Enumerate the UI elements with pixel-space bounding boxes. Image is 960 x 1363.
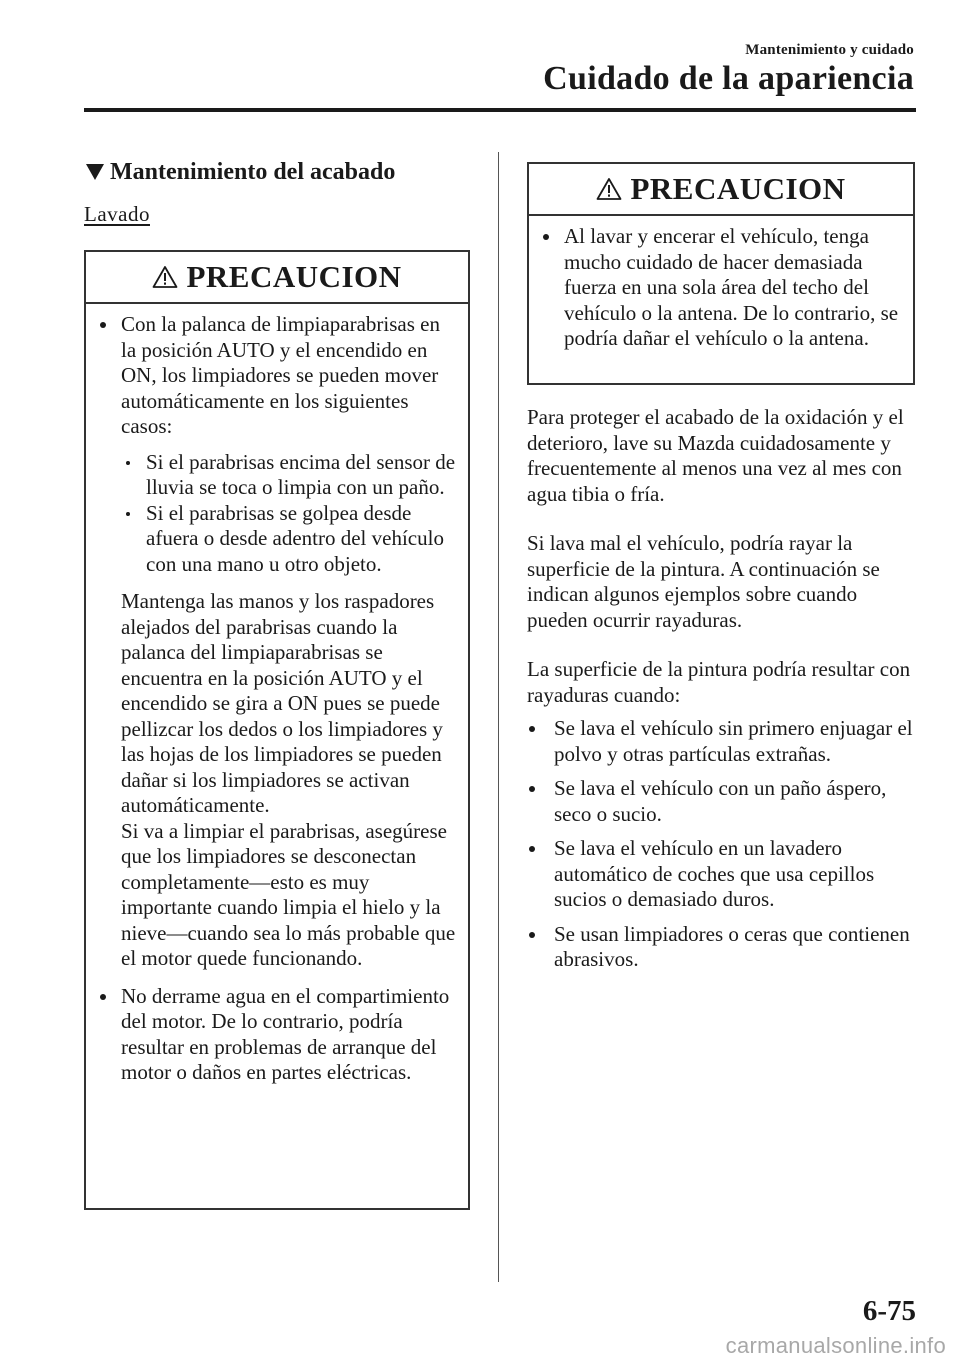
triangle-marker-icon	[86, 164, 104, 180]
warning-icon	[152, 265, 178, 289]
page-number: 6-75	[862, 1295, 916, 1327]
scratch-list-item: Se lava el vehículo en un lavadero automático de coches que usa cepillos sucios o demasiado duros.	[527, 836, 915, 913]
header-rule	[84, 108, 916, 112]
caution-paragraph: Si va a limpiar el parabrisas, asegúrese que los limpiadores se desconectan completamente―esto es muy importante cuando limpia el hielo y la nieve―cuando sea lo más probable que el motor quede funcionando.	[121, 818, 456, 970]
page-title: Cuidado de la apariencia	[543, 60, 914, 97]
caution-title: PRECAUCION	[630, 171, 846, 206]
scratch-list-item: Se lava el vehículo sin primero enjuagar el polvo y otras partículas extrañas.	[527, 716, 915, 767]
chapter-title: Mantenimiento y cuidado	[745, 42, 914, 58]
caution-body	[86, 304, 468, 1094]
warning-icon	[596, 177, 622, 201]
caution-bullet: No derrame agua en el compartimiento del motor. De lo contrario, podría resultar en problemas de arranque del motor o daños en partes eléctricas.	[98, 984, 458, 1086]
caution-header	[86, 252, 468, 304]
body-paragraph: Para proteger el acabado de la oxidación y el deterioro, lave su Mazda cuidadosamente y frecuentemente al menos una vez al mes con agua tibia o fría.	[527, 405, 904, 506]
subheading-lavado: Lavado	[84, 202, 150, 226]
caution-box-left	[84, 250, 470, 1210]
caution-box-right	[527, 162, 915, 385]
caution-paragraph: Mantenga las manos y los raspadores alejados del parabrisas cuando la palanca del limpiaparabrisas se encuentra en la posición AUTO y el encendido se gira a ON pues se puede pellizcar los dedos o los limpiadores y las hojas de los limpiadores se pueden dañar si los limpiadores se activan automáticamente.	[121, 589, 443, 817]
caution-sub-item: Si el parabrisas se golpea desde afuera o desde adentro del vehículo con una mano u otro objeto.	[98, 501, 458, 578]
scratch-list-item: Se lava el vehículo con un paño áspero, seco o sucio.	[527, 776, 915, 827]
section-heading-text: Mantenimiento del acabado	[110, 159, 396, 185]
caution-title: PRECAUCION	[186, 259, 402, 294]
column-divider	[498, 152, 499, 1282]
watermark: carmanualsonline.info	[725, 1333, 946, 1358]
body-paragraph: Si lava mal el vehículo, podría rayar la superficie de la pintura. A continuación se indican algunos ejemplos sobre cuando pueden ocurrir rayaduras.	[527, 531, 880, 632]
caution-bullet: Al lavar y encerar el vehículo, tenga mucho cuidado de hacer demasiada fuerza en una sola área del techo del vehículo o la antena. De lo contrario, se podría dañar el vehículo o la antena.	[541, 224, 903, 352]
body-paragraph: La superficie de la pintura podría resultar con rayaduras cuando:	[527, 657, 911, 707]
caution-header	[529, 164, 913, 216]
left-column	[84, 156, 470, 1210]
section-heading	[84, 156, 470, 188]
caution-sub-item: Si el parabrisas encima del sensor de lluvia se toca o limpia con un paño.	[98, 450, 458, 501]
caution-bullet: Con la palanca de limpiaparabrisas en la posición AUTO y el encendido en ON, los limpiadores se pueden mover automáticamente en los siguientes casos:	[98, 312, 458, 440]
caution-body	[529, 216, 913, 360]
scratch-list-item: Se usan limpiadores o ceras que contienen abrasivos.	[527, 922, 915, 973]
right-column	[527, 162, 915, 973]
